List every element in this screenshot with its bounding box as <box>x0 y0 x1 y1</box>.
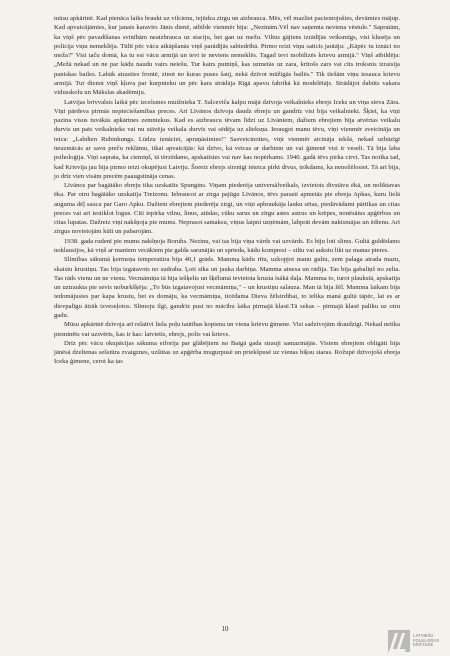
paragraph-1: mūsu apkārtnē. Kad pienāca laiks braukt uz vilcienu, iejūdza zirgu un aizbrauca. Mēs, vēl mazliet paciemojušies, devāmies mājup. Kad apvaicājāmies, kur janais karavīrs Jānis dienē, atbilde vienmēr bija: „Nezinām.Vēl nav saņemta neviena vēstule." Sapratām, ka viņš pēc pavadīšanas svinībām neaizbrauca uz staciju, bet gan uz mežu. Viltus gājiens izrādījās veiksmīgs, visi klusēja un policija viņu nemeklēja. Tūlīt pēc vācu atkāpšanās viņš parādījās sabiedrībā. Pirmo reizi viņu saticis jautāju: „Kāpēc tu iznāci no meža?" Visi taču domā, ka tu esi vācu armijā un tevi te neviens nemeklēs. Tagad tevi mobilizēs krievu armijā." Viņš atbildēja: „Mežā nekad un ne par kādu naudu vairs neiešu. Tur katrs putniņš, kas uzmetās uz zara, krītošs zars vai cits troksnis izraisīja paniskas bailes. Labāk atrasties frontē, zinot no kuras puses šauj, nekā dzīvot mūžīgās bailēs." Tik tiešām viņu iesauca krievu armijā. Tur dienot viņš kļuva par kurpnieku un pēc kara strādāja Rīgā apavu fabrikā kā modelētājs. Strādājot dabūts vakara vidusskolu un Mākslas akadēmiju. <box>54 15 400 97</box>
document-body <box>54 14 400 367</box>
archive-logo-mark-icon <box>388 630 410 652</box>
logo-line-1: LATVIEŠU <box>413 633 434 639</box>
paragraph-4: 1938. gada rudenī pie mums nakšņoja Boruhs. Nezinu, vai tas bija viņa vārds vai uzvārds. Es biju loti slims. Gultā guldēdams noklausījos, kā viņš ar maniem vecākiem pie galda sarunājās un sprieda, kādu kompresi – siltu vai aukstu likt uz manas pieres. <box>54 237 400 255</box>
paragraph-5: Slimības sākumā ķermeņa temperatūra bija 40,1 grāds. Mamma kādu rītu, uzkopjot manu gultu, zem palaga atrada mazu, skaistu krustiņu. Tas bija izgatavots no sudraba. Ļoti sīka un jauka darbiņa. Mamma atnesa un rādīja. Tas bija gabaliņš no zelta. Tas rāds vienu un ne vienu. Vecmāmiņa tā bija iešķelts un šķēlumā ievietota krusta īsākā daļa. Mamma to, turot plaukstā, apskatīja un uztraukta pie sevis noburkšķēja: „To būs izgatavojusi vecmāmiņa," – un krustiņu salauza. Man tā bija žēl. Mamma laikam bija iedomājusies par kapa krustu, bet es domāju, ka vecmāmiņa, ticēdama Dieva žēlsirdībai, to ielika manā gultā tāpēc, lai es ar dievpalīgu ātrāk izveseļotos. Slimoju ilgi, gandrīz pusi no mācību laika pirmajā klasē.Tā sekas – pirmajā klasē palīku uz otru gadu. <box>54 256 400 319</box>
archive-logo <box>388 630 444 652</box>
logo-line-3: KRĀTUVE <box>413 642 434 648</box>
paragraph-2: Latvijas brīvvalsts laikā pēc izcelsmes muižnieka T. Salceviča kalpu mājā dzīvoja veikalnieks ebrejs Iceks un viņa sieva Zāra. Viņi pārdeva pirmās nepieciešamības preces. Arī Līvānos dzīvoja daudz ebreju un gandrīz visi bija veikalnieki. Šķiet, ka viņi pazina visus tuvākās apkārtnes zemniekus. Kad es aizbraucu tēvam līdzi uz Līvāniem, dažiem ebrejiem bija atvērtas veikalu durvis un pats veikalnieks vai nu stāvēja veikala durvīs vai sēdēja uz slieksņa. Ieraugot manu tēvu, viņi vienmēr sveicināja un teica: „Labdien Rubinkungs. Lūdzu ienāciet, apruņāsimies!" Sasveicinoties, viņi vienmēr aicināja iekšā, nekad uzbāzīgi neuzmācās ar savu preču reklāmu, tikai apvaicājās: kā dzīvo, kā veicas ar darbiem un vai ģimenē visi ir veseli. Tā bija laba psiholoģija. Viņi saprata, ka ciemiņš, tā tērzēdams, apskatīsies vai nav kas nopērkams. 1940. gadā tēvs pirka cirvi. Tas notika tad, kad Krievija jau bija pirmo reizi okupējusi Latviju. Šoreiz ebrejs sirsnīgi ieteica pirkt divus, teikdams, ka nenožēlosiet. Tā arī bija, jo drīz vien visām precēm paaugstināja cenas. <box>54 98 400 180</box>
paragraph-7: Drīz pēc vācu okupācijas sākuma eiforija par glābējiem no Baigā gada strauji samazinājās. Visiem ebrejiem obligāti bija jānēsā dzeltenas sešstūra zvaigznes, uzšūtas uz apģērba mugurpusē un priekšpusē uz vienas biķsu staras. Rožupē dzīvojošā ebreja Iceka ģimene, cerot ka tas <box>54 339 400 366</box>
archive-logo-text <box>413 634 439 648</box>
paragraph-3: Līvānos par bagātāko ebreju tika uzskatīts Spungins. Viņam piederēja universālveikals, izvietots divstāvu ēkā, un noliktavas ēka. Par otru bagātāko uzskatīja Treizonu. Iebraucot ar zirga pajūgu Līvānos, tēvs parasti apmetās pie ebreja Apkas, kuru lielā auguma dēļ sauca par Garo Apku. Dažiem ebrejiem piederēja zirgi, un viņi apbraukāja lauku sētas, piedāvādami pārtikas un citas preces vai arī iestiklot logus. Citi iepirka vilnu, linus, atūdas, cūku sarus un zirgu astes astrus un krēpes, nonēsātus apģērbus un citas lupatas. Dažreiz viņi nakšņoja pie mums. Neprasot samaksu, viņus laipni uzņēmām, labprāt devām naktsmājas un ēdienu. Arī zirgus novietojām kūtī un pabarojām. <box>54 182 400 236</box>
paragraph-6: Mūsu apkārtnē dzīvoja arī relatīvi liela poļu tautības kopiena un viena krievu ģimene. Visi sadzīvojām draudzīgi. Nekad netika pieminēts vai uzsvērts, kas ir kas: latvietis, ebrejs, polis vai krievs. <box>54 321 400 338</box>
page-number: 10 <box>221 625 229 633</box>
logo-line-2: FOLKLORAS <box>413 637 440 643</box>
